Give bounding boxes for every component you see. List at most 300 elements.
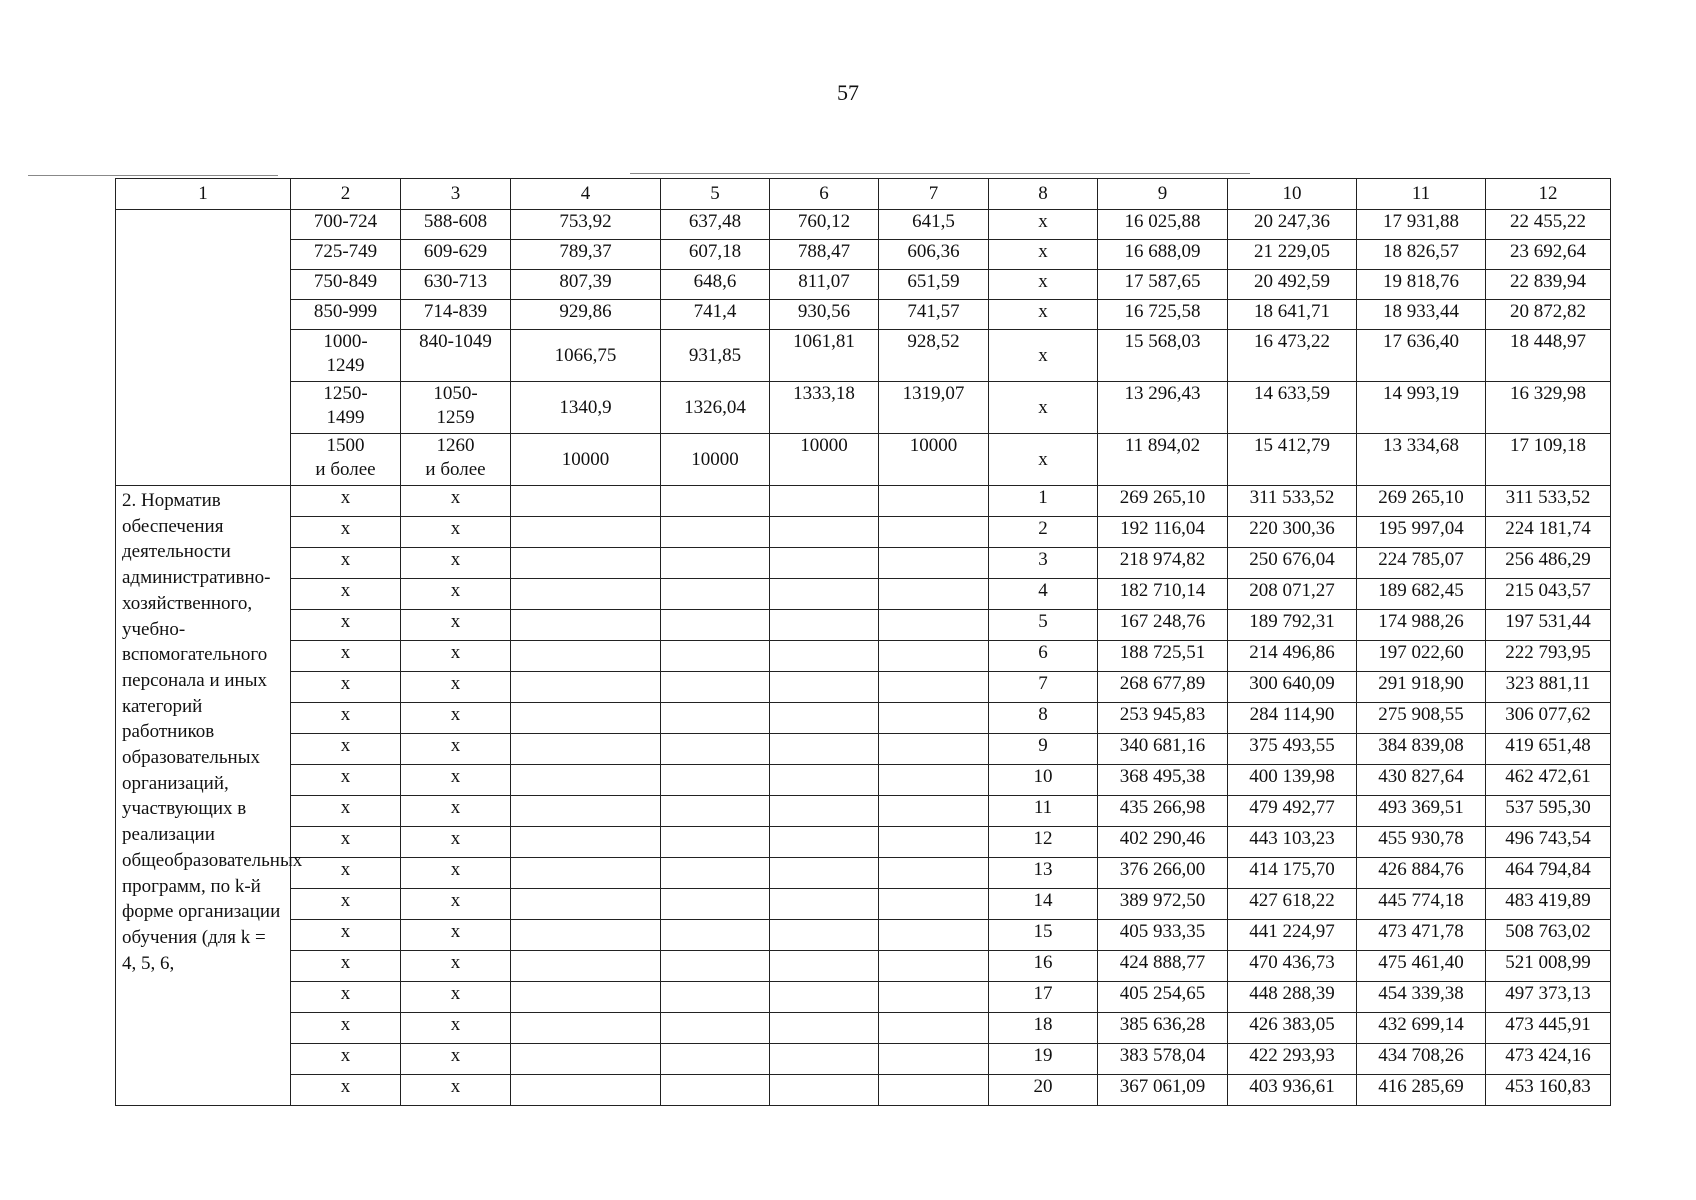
table-cell: 464 794,84 bbox=[1486, 858, 1611, 889]
header-cell: 12 bbox=[1486, 179, 1611, 210]
table-cell bbox=[770, 1075, 879, 1106]
table-cell: 6 bbox=[989, 641, 1098, 672]
table-cell: 14 633,59 bbox=[1228, 382, 1357, 434]
table-row bbox=[116, 641, 1611, 672]
table-cell: 850-999 bbox=[291, 300, 401, 330]
table-row bbox=[116, 434, 1611, 486]
table-cell: x bbox=[291, 982, 401, 1013]
table-cell: 16 329,98 bbox=[1486, 382, 1611, 434]
table-cell: 291 918,90 bbox=[1357, 672, 1486, 703]
table-cell: 753,92 bbox=[511, 210, 661, 240]
table-cell bbox=[661, 982, 770, 1013]
table-cell: 419 651,48 bbox=[1486, 734, 1611, 765]
table-cell: 21 229,05 bbox=[1228, 240, 1357, 270]
table-cell: x bbox=[291, 703, 401, 734]
table-cell: 1 bbox=[989, 486, 1098, 517]
table-cell: x bbox=[401, 951, 511, 982]
table-cell: 473 424,16 bbox=[1486, 1044, 1611, 1075]
table-cell: 430 827,64 bbox=[1357, 765, 1486, 796]
table-cell: x bbox=[291, 610, 401, 641]
table-cell: 189 682,45 bbox=[1357, 579, 1486, 610]
table-cell: 13 296,43 bbox=[1098, 382, 1228, 434]
table-cell: x bbox=[401, 486, 511, 517]
header-cell: 7 bbox=[879, 179, 989, 210]
table-cell bbox=[879, 734, 989, 765]
table-cell bbox=[770, 858, 879, 889]
table-cell: 426 884,76 bbox=[1357, 858, 1486, 889]
table-cell: 15 568,03 bbox=[1098, 330, 1228, 382]
table-row bbox=[116, 765, 1611, 796]
table-cell bbox=[770, 703, 879, 734]
table-cell: x bbox=[401, 548, 511, 579]
table-cell bbox=[661, 796, 770, 827]
table-cell: 256 486,29 bbox=[1486, 548, 1611, 579]
table-cell: 537 595,30 bbox=[1486, 796, 1611, 827]
table-cell: 1319,07 bbox=[879, 382, 989, 434]
table-cell: 14 bbox=[989, 889, 1098, 920]
table-cell bbox=[511, 1044, 661, 1075]
table-cell bbox=[770, 610, 879, 641]
table-cell: x bbox=[989, 300, 1098, 330]
table-cell: 416 285,69 bbox=[1357, 1075, 1486, 1106]
table-cell bbox=[661, 641, 770, 672]
table-cell: 222 793,95 bbox=[1486, 641, 1611, 672]
table-cell bbox=[879, 1013, 989, 1044]
page-number: 57 bbox=[837, 80, 859, 105]
table-cell bbox=[511, 889, 661, 920]
table-cell: 607,18 bbox=[661, 240, 770, 270]
table-cell bbox=[661, 951, 770, 982]
table-cell: 521 008,99 bbox=[1486, 951, 1611, 982]
table-cell: 19 818,76 bbox=[1357, 270, 1486, 300]
table-cell bbox=[879, 796, 989, 827]
table-cell: 1061,81 bbox=[770, 330, 879, 382]
table-cell: 22 455,22 bbox=[1486, 210, 1611, 240]
table-cell: 23 692,64 bbox=[1486, 240, 1611, 270]
table-cell: 475 461,40 bbox=[1357, 951, 1486, 982]
table-cell: 725-749 bbox=[291, 240, 401, 270]
table-cell: 750-849 bbox=[291, 270, 401, 300]
table-row bbox=[116, 270, 1611, 300]
table-cell: x bbox=[401, 858, 511, 889]
table-cell: 807,39 bbox=[511, 270, 661, 300]
table-cell bbox=[511, 827, 661, 858]
table-row bbox=[116, 1075, 1611, 1106]
table-cell: 588-608 bbox=[401, 210, 511, 240]
table-cell: 275 908,55 bbox=[1357, 703, 1486, 734]
table-cell: 269 265,10 bbox=[1098, 486, 1228, 517]
table-cell bbox=[511, 982, 661, 1013]
table-row bbox=[116, 1013, 1611, 1044]
table-cell: 648,6 bbox=[661, 270, 770, 300]
table-cell: 18 448,97 bbox=[1486, 330, 1611, 382]
table-row bbox=[116, 579, 1611, 610]
table-cell: x bbox=[401, 610, 511, 641]
table-cell: 741,4 bbox=[661, 300, 770, 330]
table-cell: 10 bbox=[989, 765, 1098, 796]
table-cell bbox=[879, 610, 989, 641]
table-cell bbox=[511, 486, 661, 517]
table-cell: 17 587,65 bbox=[1098, 270, 1228, 300]
table-cell: 20 247,36 bbox=[1228, 210, 1357, 240]
table-cell bbox=[511, 796, 661, 827]
table-row bbox=[116, 382, 1611, 434]
table-cell bbox=[879, 889, 989, 920]
table-cell: 384 839,08 bbox=[1357, 734, 1486, 765]
header-row bbox=[116, 179, 1611, 210]
table-row bbox=[116, 240, 1611, 270]
table-cell: 760,12 bbox=[770, 210, 879, 240]
table-cell bbox=[661, 1075, 770, 1106]
table-cell bbox=[511, 920, 661, 951]
table-cell: 367 061,09 bbox=[1098, 1075, 1228, 1106]
table-row bbox=[116, 610, 1611, 641]
table-row bbox=[116, 517, 1611, 548]
table-cell bbox=[661, 765, 770, 796]
table-cell: 10000 bbox=[511, 434, 661, 486]
table-cell: x bbox=[401, 517, 511, 548]
table-cell bbox=[879, 517, 989, 548]
scan-artifact-line bbox=[630, 173, 1250, 174]
table-cell: 4 bbox=[989, 579, 1098, 610]
table-row bbox=[116, 703, 1611, 734]
table-row bbox=[116, 486, 1611, 517]
table-cell bbox=[879, 827, 989, 858]
table-cell bbox=[879, 703, 989, 734]
table-cell: 637,48 bbox=[661, 210, 770, 240]
table-cell bbox=[879, 641, 989, 672]
table-cell bbox=[511, 1013, 661, 1044]
table-cell: 253 945,83 bbox=[1098, 703, 1228, 734]
table-cell: 195 997,04 bbox=[1357, 517, 1486, 548]
table-cell: 389 972,50 bbox=[1098, 889, 1228, 920]
table-cell: 427 618,22 bbox=[1228, 889, 1357, 920]
table-cell bbox=[879, 486, 989, 517]
table-cell: 10000 bbox=[770, 434, 879, 486]
table-cell: x bbox=[291, 1075, 401, 1106]
table-cell: 16 688,09 bbox=[1098, 240, 1228, 270]
table-cell: 13 334,68 bbox=[1357, 434, 1486, 486]
table-cell: 422 293,93 bbox=[1228, 1044, 1357, 1075]
table-cell: 714-839 bbox=[401, 300, 511, 330]
table-cell: 383 578,04 bbox=[1098, 1044, 1228, 1075]
table-cell: x bbox=[401, 1013, 511, 1044]
table-cell bbox=[511, 765, 661, 796]
header-cell: 4 bbox=[511, 179, 661, 210]
table-cell bbox=[661, 486, 770, 517]
table-cell: 300 640,09 bbox=[1228, 672, 1357, 703]
table-cell: 19 bbox=[989, 1044, 1098, 1075]
table-cell: 405 933,35 bbox=[1098, 920, 1228, 951]
scan-artifact-line bbox=[28, 175, 278, 176]
table-cell: 22 839,94 bbox=[1486, 270, 1611, 300]
table-row bbox=[116, 858, 1611, 889]
table-cell: 340 681,16 bbox=[1098, 734, 1228, 765]
table-row bbox=[116, 796, 1611, 827]
table-cell bbox=[879, 672, 989, 703]
table-cell bbox=[511, 579, 661, 610]
table-cell: 20 872,82 bbox=[1486, 300, 1611, 330]
table-cell: x bbox=[401, 579, 511, 610]
table-cell: 8 bbox=[989, 703, 1098, 734]
table-cell: 453 160,83 bbox=[1486, 1075, 1611, 1106]
table-cell: 20 bbox=[989, 1075, 1098, 1106]
table-cell: 1260 и более bbox=[401, 434, 511, 486]
table-cell bbox=[661, 579, 770, 610]
header-cell: 8 bbox=[989, 179, 1098, 210]
table-cell: x bbox=[989, 330, 1098, 382]
table-cell: 268 677,89 bbox=[1098, 672, 1228, 703]
header-cell: 3 bbox=[401, 179, 511, 210]
table-cell: x bbox=[291, 858, 401, 889]
table-cell: 323 881,11 bbox=[1486, 672, 1611, 703]
table-cell: 479 492,77 bbox=[1228, 796, 1357, 827]
table-cell bbox=[511, 517, 661, 548]
table-cell: 788,47 bbox=[770, 240, 879, 270]
table-cell: x bbox=[401, 889, 511, 920]
table-cell: 16 025,88 bbox=[1098, 210, 1228, 240]
table-cell: 18 641,71 bbox=[1228, 300, 1357, 330]
table-cell bbox=[879, 951, 989, 982]
table-cell bbox=[879, 982, 989, 1013]
table-cell bbox=[879, 548, 989, 579]
table-cell bbox=[770, 827, 879, 858]
table-cell bbox=[661, 734, 770, 765]
table-cell: 17 bbox=[989, 982, 1098, 1013]
table-cell bbox=[511, 548, 661, 579]
table-cell: 1250- 1499 bbox=[291, 382, 401, 434]
table-cell bbox=[511, 610, 661, 641]
table-cell: x bbox=[291, 951, 401, 982]
table-cell: x bbox=[401, 765, 511, 796]
table-cell bbox=[511, 1075, 661, 1106]
table-cell: 311 533,52 bbox=[1228, 486, 1357, 517]
table-cell: 12 bbox=[989, 827, 1098, 858]
table-cell bbox=[770, 951, 879, 982]
table-cell: x bbox=[291, 641, 401, 672]
table-cell: 811,07 bbox=[770, 270, 879, 300]
table-cell: 454 339,38 bbox=[1357, 982, 1486, 1013]
table-row bbox=[116, 330, 1611, 382]
header-cell: 2 bbox=[291, 179, 401, 210]
table-cell: 462 472,61 bbox=[1486, 765, 1611, 796]
header-cell: 1 bbox=[116, 179, 291, 210]
section-label: 2. Норматив обеспечения деятельности административно-хозяйственного, учебно-вспомогательного персонала и иных категорий работников образовательных организаций, участвующих в реализации общеобразовательных программ, по k-й форме организации обучения (для k = 4, 5, 6, bbox=[116, 486, 291, 1106]
table-cell: 215 043,57 bbox=[1486, 579, 1611, 610]
table-cell: 368 495,38 bbox=[1098, 765, 1228, 796]
table-cell bbox=[770, 796, 879, 827]
table-cell: 929,86 bbox=[511, 300, 661, 330]
table-cell bbox=[770, 889, 879, 920]
table-cell: 13 bbox=[989, 858, 1098, 889]
table-cell: 197 022,60 bbox=[1357, 641, 1486, 672]
table-cell: 306 077,62 bbox=[1486, 703, 1611, 734]
table-cell: x bbox=[291, 672, 401, 703]
table-cell: 16 bbox=[989, 951, 1098, 982]
table-cell: 2 bbox=[989, 517, 1098, 548]
table-cell: 403 936,61 bbox=[1228, 1075, 1357, 1106]
table-cell: 483 419,89 bbox=[1486, 889, 1611, 920]
table-cell: x bbox=[291, 517, 401, 548]
table-row bbox=[116, 1044, 1611, 1075]
table-cell: 496 743,54 bbox=[1486, 827, 1611, 858]
table-cell: 208 071,27 bbox=[1228, 579, 1357, 610]
header-cell: 11 bbox=[1357, 179, 1486, 210]
table-cell bbox=[511, 703, 661, 734]
table-cell: 606,36 bbox=[879, 240, 989, 270]
table-cell bbox=[661, 703, 770, 734]
table-cell: x bbox=[291, 920, 401, 951]
table-cell: 376 266,00 bbox=[1098, 858, 1228, 889]
table-cell bbox=[661, 858, 770, 889]
table-cell: 508 763,02 bbox=[1486, 920, 1611, 951]
table-cell: 18 826,57 bbox=[1357, 240, 1486, 270]
table-cell: 11 894,02 bbox=[1098, 434, 1228, 486]
table-row bbox=[116, 920, 1611, 951]
table-cell: 311 533,52 bbox=[1486, 486, 1611, 517]
table-cell: 224 785,07 bbox=[1357, 548, 1486, 579]
table-cell bbox=[879, 858, 989, 889]
table-cell: x bbox=[989, 434, 1098, 486]
table-cell: 609-629 bbox=[401, 240, 511, 270]
table-cell bbox=[770, 641, 879, 672]
table-row bbox=[116, 951, 1611, 982]
table-cell: 10000 bbox=[879, 434, 989, 486]
table-cell bbox=[661, 827, 770, 858]
table-cell: 7 bbox=[989, 672, 1098, 703]
table-cell: 426 383,05 bbox=[1228, 1013, 1357, 1044]
table-cell bbox=[770, 672, 879, 703]
table-cell bbox=[770, 734, 879, 765]
table-cell: x bbox=[291, 734, 401, 765]
table-cell bbox=[770, 548, 879, 579]
table-cell: x bbox=[291, 1013, 401, 1044]
table-cell: 497 373,13 bbox=[1486, 982, 1611, 1013]
table-cell bbox=[770, 579, 879, 610]
table-cell: 214 496,86 bbox=[1228, 641, 1357, 672]
table-cell: 928,52 bbox=[879, 330, 989, 382]
table-cell: 17 636,40 bbox=[1357, 330, 1486, 382]
table-row bbox=[116, 210, 1611, 240]
table-cell: 470 436,73 bbox=[1228, 951, 1357, 982]
table-cell: 641,5 bbox=[879, 210, 989, 240]
table-cell: x bbox=[401, 1075, 511, 1106]
table-cell: 188 725,51 bbox=[1098, 641, 1228, 672]
table-cell bbox=[661, 889, 770, 920]
table-cell: 630-713 bbox=[401, 270, 511, 300]
table-cell: 20 492,59 bbox=[1228, 270, 1357, 300]
table-cell: 1066,75 bbox=[511, 330, 661, 382]
table-cell: x bbox=[401, 672, 511, 703]
table-cell: 189 792,31 bbox=[1228, 610, 1357, 641]
table-cell: 435 266,98 bbox=[1098, 796, 1228, 827]
table-cell: 455 930,78 bbox=[1357, 827, 1486, 858]
table-cell: 167 248,76 bbox=[1098, 610, 1228, 641]
table-cell: 220 300,36 bbox=[1228, 517, 1357, 548]
table-cell: 17 109,18 bbox=[1486, 434, 1611, 486]
table-body bbox=[116, 179, 1611, 1106]
table-row bbox=[116, 672, 1611, 703]
table-cell: 269 265,10 bbox=[1357, 486, 1486, 517]
table-cell: 414 175,70 bbox=[1228, 858, 1357, 889]
table-row bbox=[116, 982, 1611, 1013]
table-cell: 14 993,19 bbox=[1357, 382, 1486, 434]
empty-label-cell bbox=[116, 210, 291, 486]
header-cell: 5 bbox=[661, 179, 770, 210]
table-cell: 400 139,98 bbox=[1228, 765, 1357, 796]
table-cell bbox=[511, 858, 661, 889]
table-cell: 424 888,77 bbox=[1098, 951, 1228, 982]
table-cell: 651,59 bbox=[879, 270, 989, 300]
table-cell: 16 725,58 bbox=[1098, 300, 1228, 330]
table-cell: 931,85 bbox=[661, 330, 770, 382]
table-cell: 9 bbox=[989, 734, 1098, 765]
table-cell: x bbox=[401, 1044, 511, 1075]
table-cell: 385 636,28 bbox=[1098, 1013, 1228, 1044]
table-cell: 493 369,51 bbox=[1357, 796, 1486, 827]
table-cell: 174 988,26 bbox=[1357, 610, 1486, 641]
table-cell: x bbox=[291, 796, 401, 827]
table-cell bbox=[770, 982, 879, 1013]
table-cell bbox=[879, 920, 989, 951]
table-row bbox=[116, 889, 1611, 920]
table-cell: x bbox=[401, 703, 511, 734]
table-cell: 445 774,18 bbox=[1357, 889, 1486, 920]
table-row bbox=[116, 734, 1611, 765]
header-cell: 10 bbox=[1228, 179, 1357, 210]
table-cell: 10000 bbox=[661, 434, 770, 486]
table-cell: 1050- 1259 bbox=[401, 382, 511, 434]
table-cell: x bbox=[989, 382, 1098, 434]
table-cell bbox=[511, 672, 661, 703]
table-cell: x bbox=[291, 486, 401, 517]
table-row bbox=[116, 300, 1611, 330]
table-row bbox=[116, 827, 1611, 858]
data-table bbox=[115, 178, 1611, 1106]
table-cell: 224 181,74 bbox=[1486, 517, 1611, 548]
table-cell: x bbox=[401, 827, 511, 858]
table-cell: 1340,9 bbox=[511, 382, 661, 434]
table-cell bbox=[770, 1013, 879, 1044]
table-cell bbox=[770, 1044, 879, 1075]
table-cell: 17 931,88 bbox=[1357, 210, 1486, 240]
table-cell: 375 493,55 bbox=[1228, 734, 1357, 765]
table-cell: x bbox=[401, 920, 511, 951]
table-cell bbox=[511, 641, 661, 672]
table-cell: x bbox=[989, 210, 1098, 240]
table-cell: x bbox=[401, 734, 511, 765]
table-cell: x bbox=[401, 982, 511, 1013]
table-row bbox=[116, 548, 1611, 579]
table-cell: 18 bbox=[989, 1013, 1098, 1044]
table-cell: 18 933,44 bbox=[1357, 300, 1486, 330]
table-cell: x bbox=[401, 796, 511, 827]
table-cell: 432 699,14 bbox=[1357, 1013, 1486, 1044]
table-cell: 16 473,22 bbox=[1228, 330, 1357, 382]
table-cell bbox=[661, 548, 770, 579]
table-cell bbox=[879, 1075, 989, 1106]
table-cell: 441 224,97 bbox=[1228, 920, 1357, 951]
table-cell: 434 708,26 bbox=[1357, 1044, 1486, 1075]
table-cell: 15 bbox=[989, 920, 1098, 951]
header-cell: 6 bbox=[770, 179, 879, 210]
table-cell: x bbox=[291, 827, 401, 858]
table-cell bbox=[661, 672, 770, 703]
header-cell: 9 bbox=[1098, 179, 1228, 210]
table-cell: x bbox=[291, 765, 401, 796]
table-cell: 840-1049 bbox=[401, 330, 511, 382]
table-cell: 1500 и более bbox=[291, 434, 401, 486]
